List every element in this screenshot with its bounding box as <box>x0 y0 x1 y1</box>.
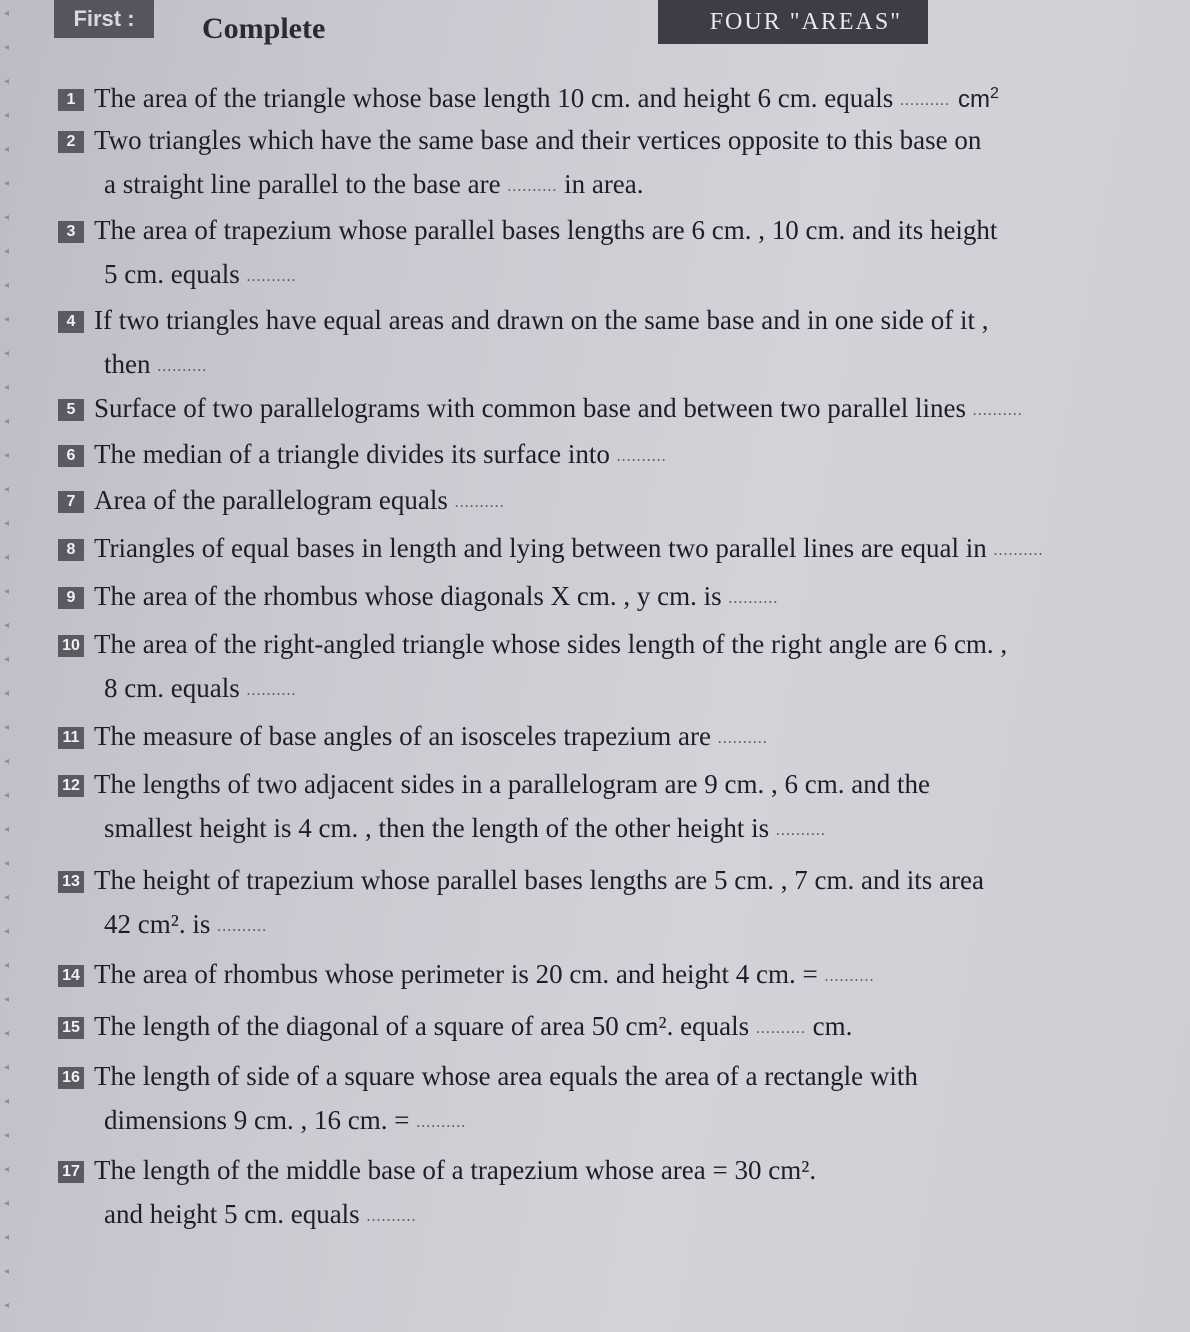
answer-blank[interactable]: .......... <box>454 494 505 511</box>
margin-tick-icon: ◂ <box>4 1028 10 1039</box>
question-text: Two triangles which have the same base and their vertices opposite to this base on <box>94 125 982 155</box>
margin-tick-icon: ◂ <box>4 1062 10 1073</box>
answer-blank[interactable]: .......... <box>728 590 779 607</box>
margin-tick-icon: ◂ <box>4 994 10 1005</box>
unit-label: $cm^2$ <box>957 85 999 113</box>
question-number: 15 <box>58 1017 84 1039</box>
margin-tick-icon: ◂ <box>4 246 10 257</box>
question-text: Area of the parallelogram equals .......... <box>94 485 505 515</box>
margin-tick-icon: ◂ <box>4 1266 10 1277</box>
chapter-banner: FOUR "AREAS" <box>658 0 928 44</box>
question-text: Surface of two parallelograms with common base and between two parallel lines .......... <box>94 393 1023 423</box>
margin-tick-icon: ◂ <box>4 654 10 665</box>
question-item <box>58 762 1158 853</box>
margin-tick-icon: ◂ <box>4 416 10 427</box>
answer-blank[interactable]: .......... <box>157 358 208 375</box>
answer-blank[interactable]: .......... <box>416 1114 467 1131</box>
question-item <box>58 298 1158 389</box>
question-text: If two triangles have equal areas and drawn on the same base and in one side of it , <box>94 305 989 335</box>
question-text: The length of the middle base of a trapezium whose area = 30 cm². <box>94 1155 817 1185</box>
question-text: The length of the diagonal of a square of area 50 cm². equals .......... cm. <box>94 1011 853 1041</box>
answer-blank[interactable]: .......... <box>972 402 1023 419</box>
margin-tick-icon: ◂ <box>4 790 10 801</box>
margin-tick-icon: ◂ <box>4 1300 10 1311</box>
question-text: 8 cm. equals .......... <box>104 673 297 703</box>
question-number: 6 <box>58 445 84 467</box>
margin-tick-icon: ◂ <box>4 892 10 903</box>
question-text: The area of the triangle whose base length 10 cm. and height 6 cm. equals .......... $cm^2$ <box>94 83 999 113</box>
question-item <box>58 574 1158 621</box>
answer-blank[interactable]: .......... <box>775 822 826 839</box>
question-item <box>58 478 1158 525</box>
margin-tick-icon: ◂ <box>4 144 10 155</box>
answer-blank[interactable]: .......... <box>717 730 768 747</box>
answer-blank[interactable]: .......... <box>507 178 558 195</box>
margin-tick-icon: ◂ <box>4 382 10 393</box>
margin-tick-icon: ◂ <box>4 688 10 699</box>
question-item <box>58 1148 1158 1239</box>
question-text: dimensions 9 cm. , 16 cm. = .......... <box>104 1105 467 1135</box>
answer-blank[interactable]: .......... <box>366 1208 417 1225</box>
answer-blank[interactable]: .......... <box>616 448 667 465</box>
margin-tick-icon: ◂ <box>4 280 10 291</box>
margin-tick-icon: ◂ <box>4 450 10 461</box>
answer-blank[interactable]: .......... <box>824 968 875 985</box>
margin-tick-icon: ◂ <box>4 926 10 937</box>
question-text: The area of rhombus whose perimeter is 20 cm. and height 4 cm. = .......... <box>94 959 875 989</box>
question-text: The median of a triangle divides its surface into .......... <box>94 439 667 469</box>
question-text: The height of trapezium whose parallel bases lengths are 5 cm. , 7 cm. and its area <box>94 865 984 895</box>
question-item <box>58 622 1158 713</box>
margin-tick-icon: ◂ <box>4 484 10 495</box>
question-number: 10 <box>58 635 84 657</box>
question-text: then .......... <box>104 349 208 379</box>
margin-tick-icon: ◂ <box>4 348 10 359</box>
margin-tick-icon: ◂ <box>4 1198 10 1209</box>
question-item <box>58 952 1158 999</box>
question-item <box>58 1004 1158 1051</box>
question-number: 8 <box>58 539 84 561</box>
answer-blank[interactable]: .......... <box>246 268 297 285</box>
margin-tick-icon: ◂ <box>4 1096 10 1107</box>
margin-tick-icon: ◂ <box>4 42 10 53</box>
answer-suffix: in area. <box>557 169 644 199</box>
question-item <box>58 432 1158 479</box>
margin-tick-icon: ◂ <box>4 586 10 597</box>
question-number: 2 <box>58 131 84 153</box>
answer-blank[interactable]: .......... <box>246 682 297 699</box>
question-number: 13 <box>58 871 84 893</box>
margin-marks <box>4 0 24 1332</box>
margin-tick-icon: ◂ <box>4 76 10 87</box>
question-number: 11 <box>58 727 84 749</box>
answer-blank[interactable]: .......... <box>755 1020 806 1037</box>
question-text: 5 cm. equals .......... <box>104 259 297 289</box>
question-number: 5 <box>58 399 84 421</box>
page-title: Complete <box>202 12 326 45</box>
margin-tick-icon: ◂ <box>4 960 10 971</box>
margin-tick-icon: ◂ <box>4 212 10 223</box>
question-text: The measure of base angles of an isosceles trapezium are .......... <box>94 721 768 751</box>
question-item <box>58 208 1158 299</box>
question-item <box>58 118 1158 209</box>
question-item <box>58 526 1158 573</box>
question-number: 4 <box>58 311 84 333</box>
margin-tick-icon: ◂ <box>4 1164 10 1175</box>
question-number: 14 <box>58 965 84 987</box>
margin-tick-icon: ◂ <box>4 8 10 19</box>
question-text: The area of the right-angled triangle whose sides length of the right angle are 6 cm. , <box>94 629 1008 659</box>
question-text: and height 5 cm. equals .......... <box>104 1199 417 1229</box>
question-text: Triangles of equal bases in length and lying between two parallel lines are equal in .......... <box>94 533 1044 563</box>
question-item <box>58 714 1158 761</box>
question-text: The area of trapezium whose parallel bases lengths are 6 cm. , 10 cm. and its height <box>94 215 998 245</box>
margin-tick-icon: ◂ <box>4 858 10 869</box>
question-number: 3 <box>58 221 84 243</box>
margin-tick-icon: ◂ <box>4 518 10 529</box>
question-item <box>58 72 1158 123</box>
margin-tick-icon: ◂ <box>4 824 10 835</box>
margin-tick-icon: ◂ <box>4 552 10 563</box>
margin-tick-icon: ◂ <box>4 756 10 767</box>
question-item <box>58 858 1158 949</box>
margin-tick-icon: ◂ <box>4 1130 10 1141</box>
answer-blank[interactable]: .......... <box>899 92 950 109</box>
question-text: a straight line parallel to the base are .......... in area. <box>104 169 644 199</box>
question-text: 42 cm². is .......... <box>104 909 268 939</box>
margin-tick-icon: ◂ <box>4 722 10 733</box>
margin-tick-icon: ◂ <box>4 620 10 631</box>
margin-tick-icon: ◂ <box>4 110 10 121</box>
question-number: 9 <box>58 587 84 609</box>
margin-tick-icon: ◂ <box>4 178 10 189</box>
margin-tick-icon: ◂ <box>4 1232 10 1243</box>
section-label: First : <box>54 0 154 38</box>
margin-tick-icon: ◂ <box>4 314 10 325</box>
question-text: The area of the rhombus whose diagonals X cm. , y cm. is .......... <box>94 581 779 611</box>
question-number: 12 <box>58 775 84 797</box>
question-number: 17 <box>58 1161 84 1183</box>
question-text: The length of side of a square whose area equals the area of a rectangle with <box>94 1061 918 1091</box>
question-number: 7 <box>58 491 84 513</box>
question-item <box>58 386 1158 433</box>
answer-blank[interactable]: .......... <box>993 542 1044 559</box>
question-number: 1 <box>58 89 84 111</box>
question-text: The lengths of two adjacent sides in a parallelogram are 9 cm. , 6 cm. and the <box>94 769 930 799</box>
answer-blank[interactable]: .......... <box>217 918 268 935</box>
question-number: 16 <box>58 1067 84 1089</box>
answer-suffix: cm. <box>805 1011 853 1041</box>
question-item <box>58 1054 1158 1145</box>
question-text: smallest height is 4 cm. , then the length of the other height is .......... <box>104 813 826 843</box>
